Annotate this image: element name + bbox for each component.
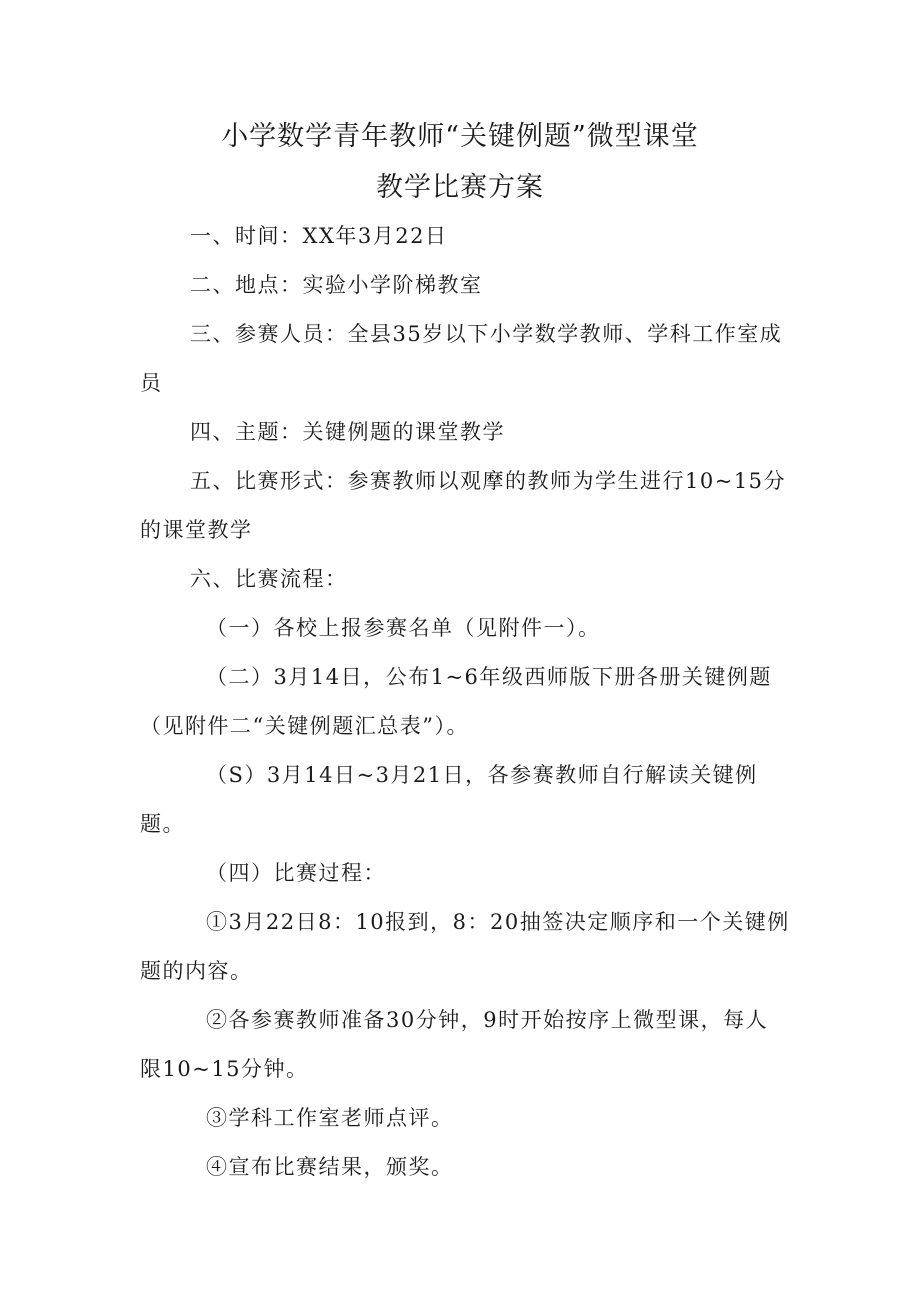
- section-process: 六、比赛流程：: [190, 567, 348, 591]
- process-step-2: （二）3月14日，公布1~6年级西师版下册各册关键例题（见附件二“关键例题汇总表”）。: [140, 665, 772, 738]
- section-location: 二、地点：实验小学阶梯教室: [190, 273, 483, 297]
- document-title-line-2: 教学比赛方案: [376, 172, 544, 203]
- process-step-4: （四）比赛过程：: [206, 861, 386, 885]
- process-step-1: （一）各校上报参赛名单（见附件一）。: [206, 616, 601, 640]
- section-time: 一、时间：XX年3月22日: [190, 224, 448, 248]
- section-theme: 四、主题：关键例题的课堂教学: [190, 420, 505, 444]
- competition-item-2: ②各参赛教师准备30分钟，9时开始按序上微型课，每人限10~15分钟。: [140, 1008, 769, 1081]
- document-body: [140, 212, 790, 1192]
- competition-item-1: ①3月22日8：10报到，8：20抽签决定顺序和一个关键例题的内容。: [140, 910, 790, 983]
- section-participants: 三、参赛人员：全县35岁以下小学数学教师、学科工作室成员: [140, 322, 783, 395]
- competition-item-4: ④宣布比赛结果，颁奖。: [206, 1155, 454, 1179]
- document-title-line-1: 小学数学青年教师“关键例题”微型课堂: [221, 121, 699, 152]
- section-format: 五、比赛形式：参赛教师以观摩的教师为学生进行10~15分的课堂教学: [140, 469, 787, 542]
- process-step-3: （S）3月14日~3月21日，各参赛教师自行解读关键例题。: [140, 763, 758, 836]
- competition-item-3: ③学科工作室老师点评。: [206, 1106, 454, 1130]
